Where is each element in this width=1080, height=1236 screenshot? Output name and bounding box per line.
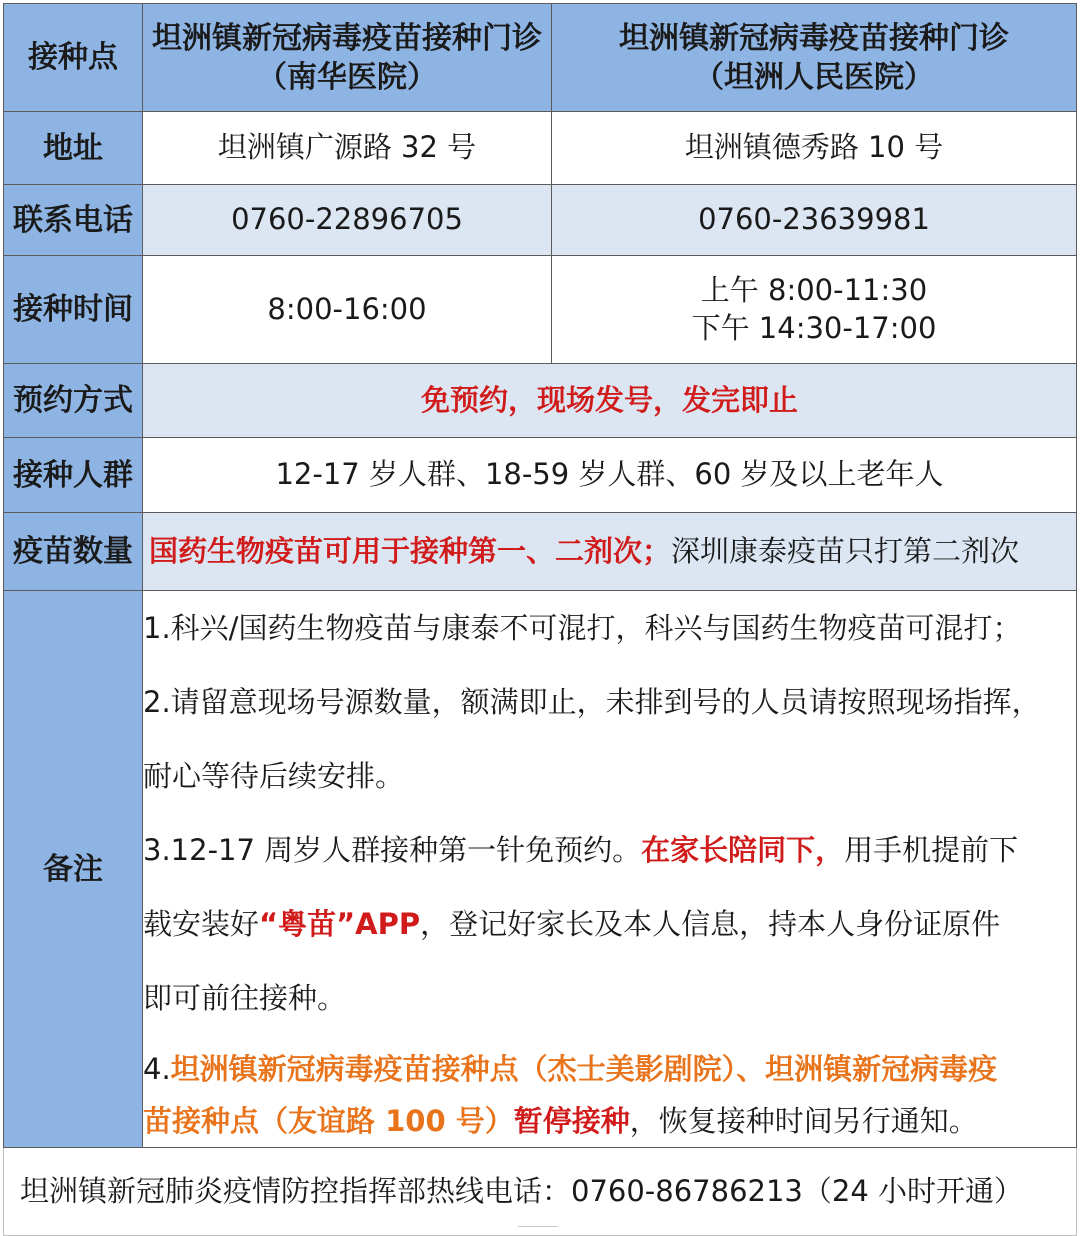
note-3-register: ，登记好家长及本人信息，持本人身份证原件: [420, 907, 1001, 941]
note-3-app-name: “粤苗”APP: [259, 907, 421, 941]
note-3-parent-highlight: 在家长陪同下，: [641, 833, 845, 867]
phone-label: 联系电话: [4, 185, 143, 256]
header-label: 接种点: [4, 4, 143, 112]
note-3-intro: 3.12-17 周岁人群接种第一针免预约。: [143, 833, 642, 867]
clinic-b-address: 坦洲镇德秀路 10 号: [552, 112, 1077, 185]
clinic-a-phone: 0760-22896705: [143, 185, 552, 256]
note-4-prefix: 4.: [143, 1052, 171, 1086]
vaccine-row: [4, 513, 1077, 591]
note-3: [143, 813, 1076, 1035]
note-4: [143, 1043, 1076, 1147]
clinic-b-hours-afternoon: 下午 14:30-17:00: [691, 310, 937, 345]
booking-value: 免预约，现场发号，发完即止: [143, 364, 1077, 438]
population-label: 接种人群: [4, 438, 143, 513]
clinic-b-hours: [552, 256, 1077, 364]
address-row: [4, 112, 1077, 185]
clinic-b-name-line2: （坦洲人民医院）: [694, 59, 934, 95]
header-row: [4, 4, 1077, 112]
phone-row: [4, 185, 1077, 256]
hotline-row: [4, 1148, 1077, 1236]
note-3-install: 载安装好: [143, 907, 260, 941]
clinic-b-name: [552, 4, 1077, 112]
note-4-suspended-site-2: 苗接种点（友谊路 100 号）: [143, 1104, 514, 1138]
note-4-line2: [143, 1095, 1076, 1147]
notes-content: [143, 591, 1077, 1148]
booking-row: [4, 364, 1077, 438]
population-row: [4, 438, 1077, 513]
notes-row: [4, 591, 1077, 1148]
vaccination-info-sheet: [3, 3, 1076, 1236]
note-4-suspended-sites: 坦洲镇新冠病毒疫苗接种点（杰士美影剧院）、坦洲镇新冠病毒疫: [170, 1052, 998, 1086]
bottom-divider-mark: [518, 1226, 558, 1230]
note-2-line2: 耐心等待后续安排。: [143, 759, 405, 793]
address-label: 地址: [4, 112, 143, 185]
hotline-text: 坦洲镇新冠肺炎疫情防控指挥部热线电话：0760-86786213（24 小时开通）: [4, 1148, 1077, 1236]
vaccine-value: [143, 513, 1077, 591]
clinic-b-hours-morning: 上午 8:00-11:30: [700, 272, 928, 307]
clinic-b-name-line1: 坦洲镇新冠病毒疫苗接种门诊: [619, 20, 1009, 56]
note-4-suspended-label: 暂停接种: [513, 1104, 630, 1138]
vaccine-value-highlight: 国药生物疫苗可用于接种第一、二剂次；: [149, 533, 672, 568]
note-4-tail: ，恢复接种时间另行通知。: [629, 1104, 978, 1138]
clinic-a-hours: 8:00-16:00: [143, 256, 552, 364]
clinic-a-name: [143, 4, 552, 112]
note-1: 1.科兴/国药生物疫苗与康泰不可混打，科兴与国药生物疫苗可混打；: [143, 611, 1022, 645]
note-3-line3: 即可前往接种。: [143, 981, 347, 1015]
note-2-line1: 2.请留意现场号源数量，额满即止，未排到号的人员请按照现场指挥，: [143, 685, 1041, 719]
vaccine-value-note: 深圳康泰疫苗只打第二剂次: [671, 533, 1020, 568]
booking-label: 预约方式: [4, 364, 143, 438]
clinic-a-name-line1: 坦洲镇新冠病毒疫苗接种门诊: [152, 20, 542, 56]
note-3-line2: [143, 887, 1076, 961]
hours-row: [4, 256, 1077, 364]
population-value: 12-17 岁人群、18-59 岁人群、60 岁及以上老年人: [143, 438, 1077, 513]
clinic-a-name-line2: （南华医院）: [257, 59, 437, 95]
note-3-download: 用手机提前下: [844, 833, 1019, 867]
vaccine-label: 疫苗数量: [4, 513, 143, 591]
clinic-a-address: 坦洲镇广源路 32 号: [143, 112, 552, 185]
notes-label: 备注: [4, 591, 143, 1148]
vaccination-table: [3, 3, 1077, 1236]
note-4-line1: [143, 1043, 1076, 1095]
note-3-line1: [143, 813, 1076, 887]
hours-label: 接种时间: [4, 256, 143, 364]
note-2: [143, 665, 1076, 813]
clinic-b-phone: 0760-23639981: [552, 185, 1077, 256]
